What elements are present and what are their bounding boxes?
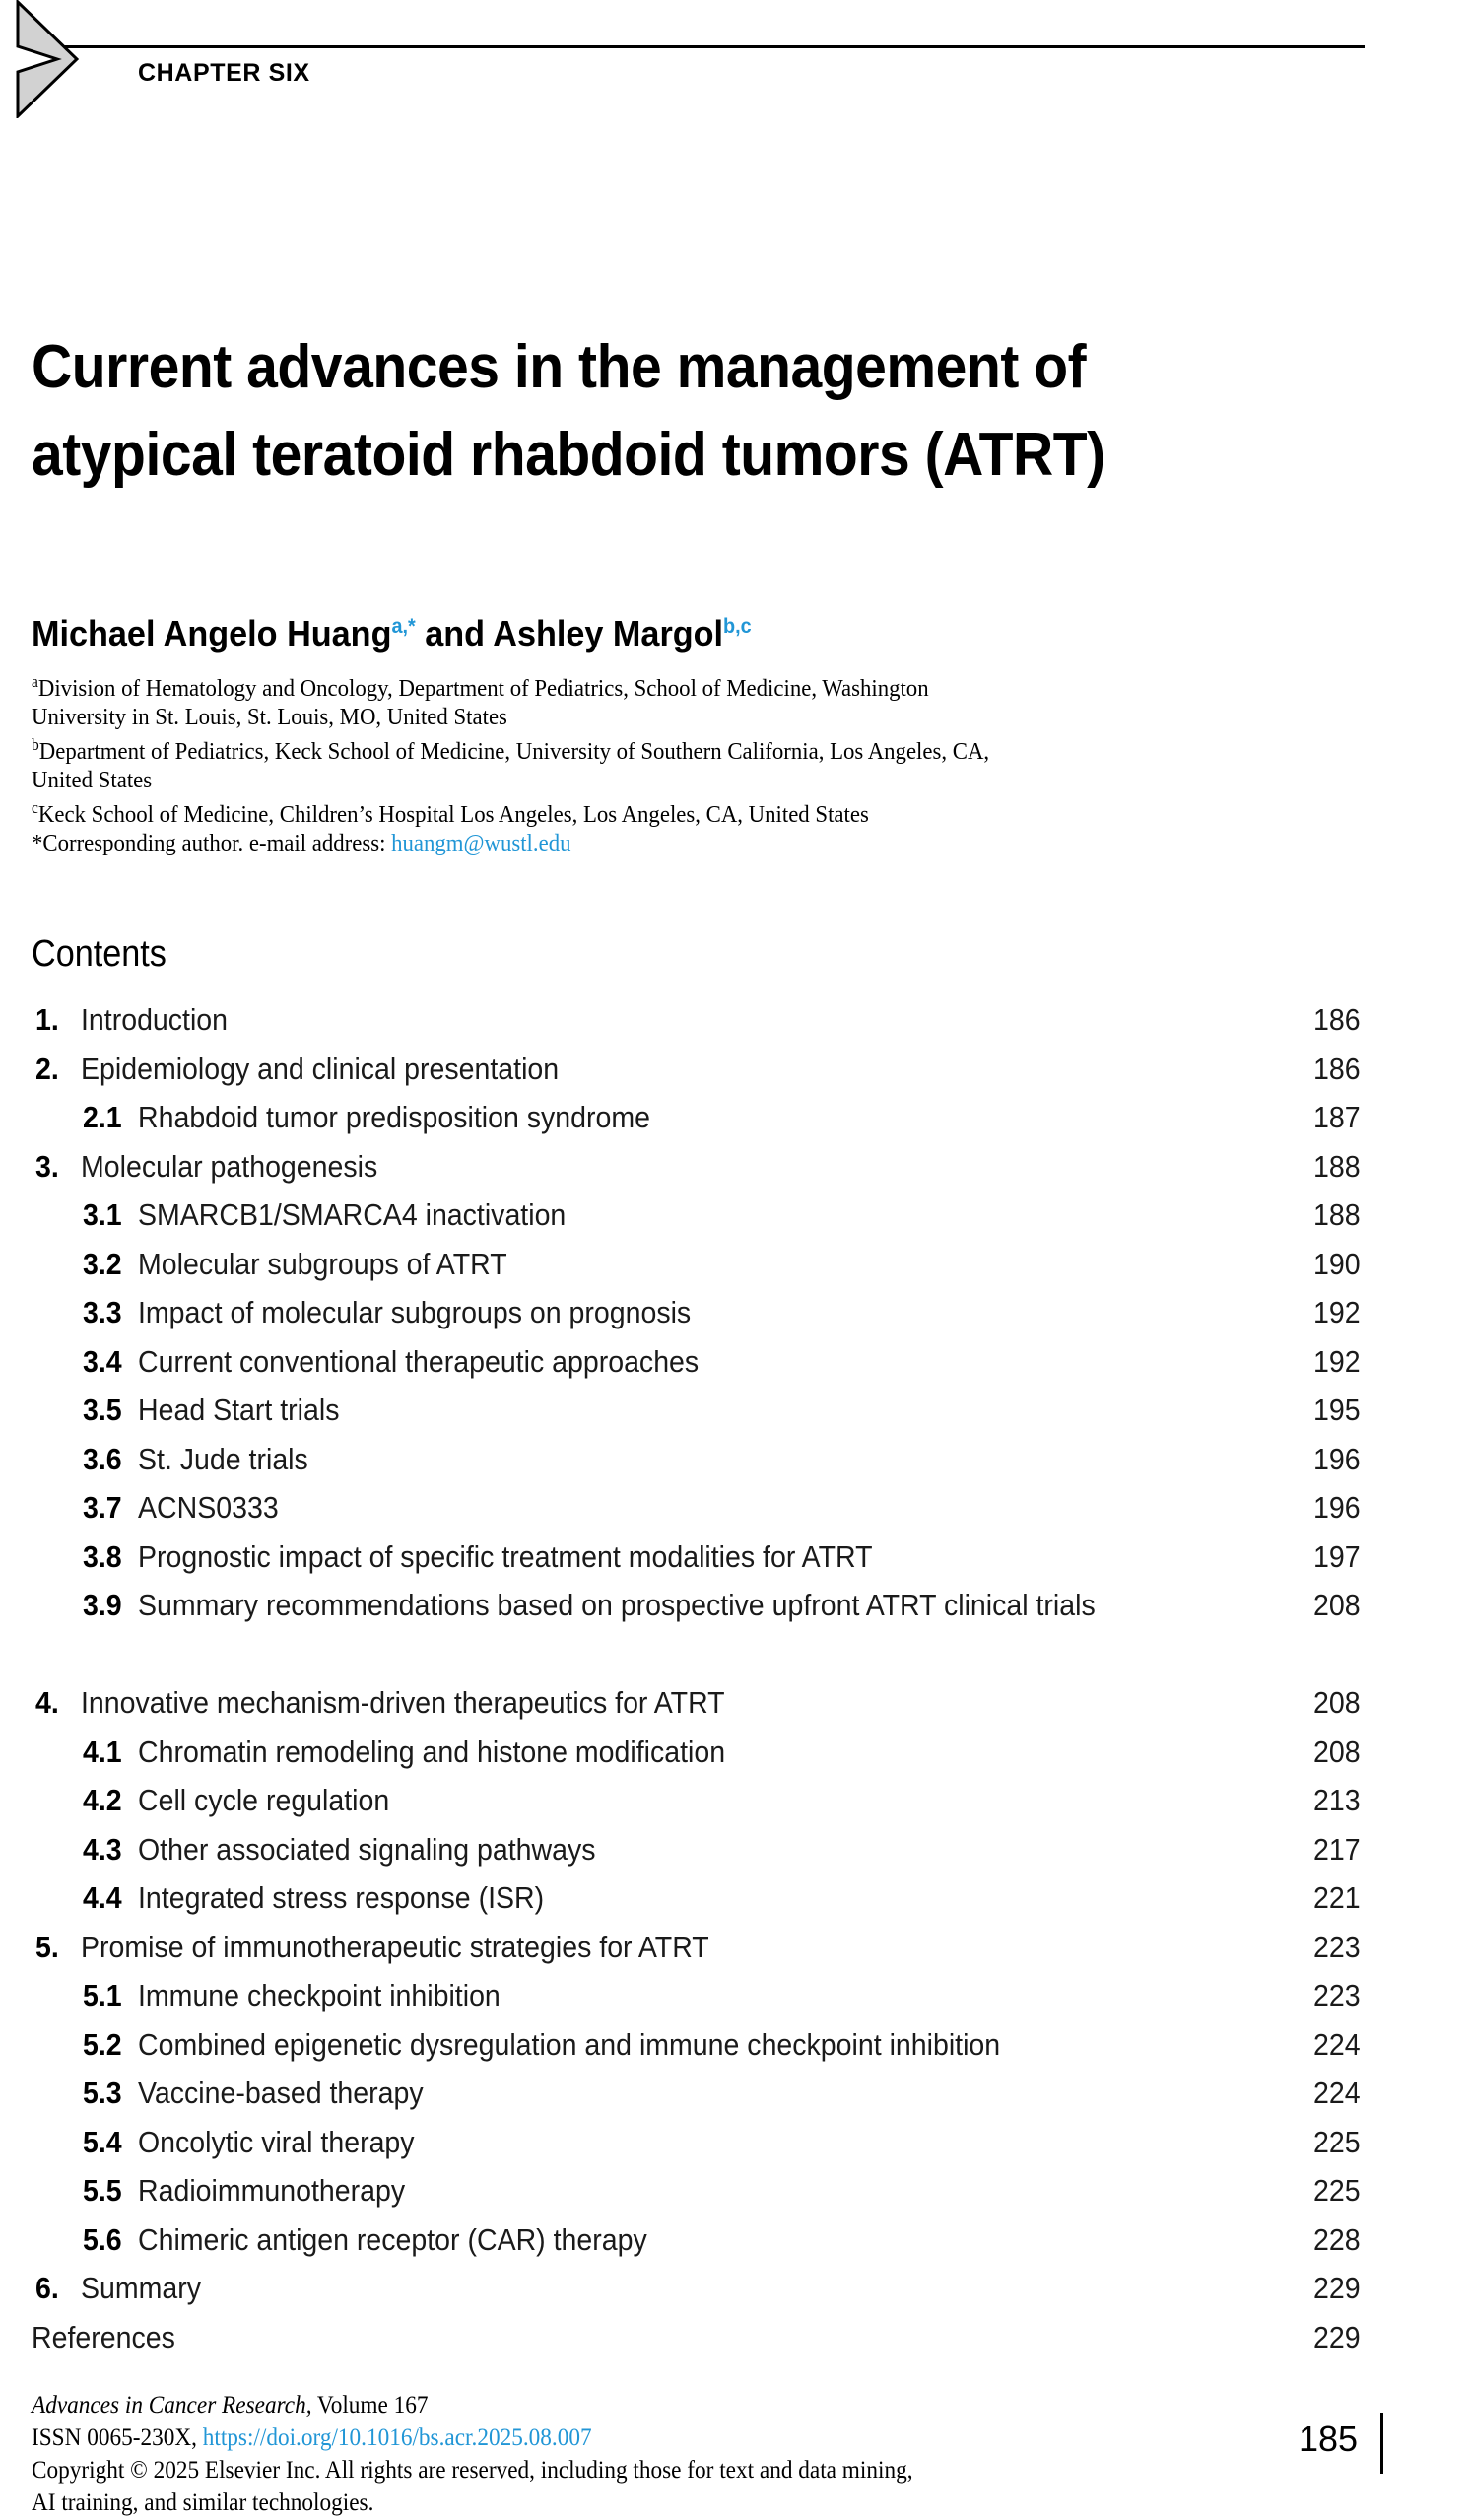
toc-entry-label: Radioimmunotherapy (138, 2173, 406, 2208)
footer-journal-line (32, 2389, 1177, 2421)
toc-entry-page-number: 224 (1313, 2076, 1361, 2110)
toc-entry-page-number: 186 (1313, 1051, 1361, 1086)
toc-entry[interactable] (0, 1093, 1471, 1142)
footer-issn-line (32, 2421, 1177, 2454)
toc-entry-number: 6. (35, 2271, 59, 2305)
toc-entry-page-number: 223 (1313, 1929, 1361, 1964)
toc-entry-number: 3.2 (83, 1246, 122, 1281)
toc-entry-number: 4.2 (83, 1783, 122, 1817)
toc-entry-number: 3.4 (83, 1343, 122, 1379)
affiliation-marker-c: c (32, 798, 38, 818)
toc-entry-page-number: 221 (1313, 1880, 1361, 1915)
toc-entry[interactable] (0, 1191, 1471, 1240)
toc-entry-label: Chimeric antigen receptor (CAR) therapy (138, 2221, 647, 2257)
toc-entry[interactable] (0, 2264, 1471, 2313)
toc-entry-label: Combined epigenetic dysregulation and immune checkpoint inhibition (138, 2026, 1001, 2062)
toc-entry-number: 3.9 (83, 1588, 122, 1622)
toc-entry-label: Innovative mechanism-driven therapeutics for ATRT (81, 1685, 725, 1720)
toc-entry[interactable] (0, 1581, 1471, 1678)
toc-entry[interactable] (0, 1776, 1471, 1825)
affiliation-a-line2: University in St. Louis, St. Louis, MO, United States (32, 703, 507, 730)
toc-entry-page-number: 208 (1313, 1734, 1361, 1769)
chapter-header-band (0, 0, 1471, 128)
toc-entry[interactable] (0, 2166, 1471, 2215)
toc-entry-page-number: 225 (1313, 2124, 1361, 2159)
toc-entry-page-number: 196 (1313, 1490, 1361, 1525)
toc-entry-page-number: 208 (1313, 1588, 1361, 1622)
page-number-box (1299, 2417, 1417, 2482)
toc-entry-number: 5.4 (83, 2124, 122, 2159)
toc-entry-label: Epidemiology and clinical presentation (81, 1051, 560, 1086)
toc-entry-page-number: 186 (1313, 1002, 1361, 1037)
affiliation-marker-a: a (32, 672, 38, 691)
toc-entry[interactable] (0, 1337, 1471, 1387)
toc-entry-page-number: 187 (1313, 1100, 1361, 1134)
table-of-contents (0, 995, 1471, 2361)
toc-entry-number: 4.1 (83, 1734, 122, 1769)
toc-entry-label: Head Start trials (138, 1393, 340, 1427)
toc-entry-page-number: 228 (1313, 2221, 1361, 2257)
toc-entry[interactable] (0, 1728, 1471, 1777)
affiliation-b-text1: Department of Pediatrics, Keck School of Medicine, University of Southern California, Los Angeles, CA, (38, 738, 990, 766)
toc-entry-page-number: 190 (1313, 1246, 1361, 1281)
affiliation-marker-b: b (32, 735, 39, 755)
affiliation-b-line2: United States (32, 766, 153, 793)
toc-entry-label: Other associated signaling pathways (138, 1831, 596, 1867)
toc-entry[interactable] (0, 1386, 1471, 1435)
toc-entry-page-number: 229 (1313, 2319, 1361, 2354)
toc-entry-number: 3. (35, 1148, 59, 1184)
toc-entry-number: 2. (35, 1051, 59, 1086)
corresponding-author-line (32, 830, 1314, 858)
toc-entry[interactable] (0, 2069, 1471, 2118)
toc-entry-label: Summary recommendations based on prospective upfront ATRT clinical trials (138, 1588, 1096, 1622)
toc-entry-page-number: 217 (1313, 1831, 1361, 1867)
toc-entry-label: St. Jude trials (138, 1441, 308, 1476)
toc-entry-page-number: 192 (1313, 1343, 1361, 1379)
chapter-label: CHAPTER SIX (138, 59, 310, 87)
toc-entry[interactable] (0, 1923, 1471, 1972)
toc-entry-label: Current conventional therapeutic approaches (138, 1343, 700, 1379)
author-line (32, 605, 752, 655)
author-name-1: Michael Angelo Huang (32, 613, 392, 653)
toc-entry[interactable] (0, 2313, 1471, 2362)
affiliations-block (32, 668, 1314, 857)
toc-entry-label: Cell cycle regulation (138, 1783, 390, 1817)
toc-entry[interactable] (0, 1142, 1471, 1192)
toc-entry-label: SMARCB1/SMARCA4 inactivation (138, 1197, 567, 1232)
toc-entry-number: 3.6 (83, 1441, 122, 1476)
toc-entry-label: Introduction (81, 1002, 229, 1037)
toc-entry-page-number: 213 (1313, 1783, 1361, 1817)
footer-doi-link[interactable]: https://doi.org/10.1016/bs.acr.2025.08.007 (202, 2424, 592, 2451)
toc-entry-label: Vaccine-based therapy (138, 2076, 424, 2110)
toc-entry-page-number: 192 (1313, 1295, 1361, 1329)
toc-entry[interactable] (0, 1045, 1471, 1094)
toc-entry-number: 3.5 (83, 1393, 122, 1427)
toc-entry-label: Summary (81, 2271, 202, 2305)
toc-entry-number: 5. (35, 1929, 59, 1964)
affiliation-c-line1 (32, 794, 1314, 830)
toc-entry-number: 4. (35, 1685, 59, 1720)
toc-entry[interactable] (0, 995, 1471, 1045)
toc-entry-label: Oncolytic viral therapy (138, 2124, 415, 2159)
toc-entry[interactable] (0, 1435, 1471, 1484)
footer-journal-title: Advances in Cancer Research, (32, 2392, 312, 2418)
toc-entry-number: 4.4 (83, 1880, 122, 1915)
footer-volume: Volume 167 (311, 2392, 429, 2418)
toc-entry-page-number: 229 (1313, 2271, 1361, 2305)
toc-entry-page-number: 208 (1313, 1685, 1361, 1720)
toc-entry-label: Promise of immunotherapeutic strategies for ATRT (81, 1929, 709, 1964)
footer-issn: ISSN 0065-230X, (32, 2424, 203, 2451)
toc-entry-label: ACNS0333 (138, 1490, 279, 1525)
toc-entry-page-number: 188 (1313, 1148, 1361, 1184)
toc-entry[interactable] (0, 2118, 1471, 2167)
toc-entry-page-number: 197 (1313, 1538, 1361, 1574)
page-number: 185 (1299, 2418, 1359, 2459)
author-affiliation-marker-2: b,c (723, 615, 752, 638)
toc-entry-label: Molecular subgroups of ATRT (138, 1246, 507, 1281)
toc-entry-page-number: 223 (1313, 1978, 1361, 2012)
affiliation-a-text1: Division of Hematology and Oncology, Department of Pediatrics, School of Medicine, Washington (37, 675, 929, 703)
footer-copyright-line1: Copyright © 2025 Elsevier Inc. All rights are reserved, including those for text and data mining, (32, 2457, 913, 2484)
toc-entry[interactable] (0, 1971, 1471, 2020)
toc-entry-number: 1. (35, 1002, 59, 1037)
toc-entry-number: 5.1 (83, 1978, 122, 2012)
toc-entry[interactable] (0, 1288, 1471, 1337)
toc-entry-number: 3.8 (83, 1538, 122, 1574)
toc-entry-page-number: 195 (1313, 1393, 1361, 1427)
toc-entry-label: Impact of molecular subgroups on prognosis (138, 1295, 692, 1329)
toc-entry-label: References (32, 2319, 175, 2354)
toc-entry[interactable] (0, 2215, 1471, 2265)
toc-entry-number: 5.5 (83, 2173, 122, 2208)
toc-entry[interactable] (0, 1532, 1471, 1582)
toc-entry-page-number: 224 (1313, 2026, 1361, 2062)
affiliation-c-text1: Keck School of Medicine, Children’s Hospital Los Angeles, Los Angeles, CA, United States (37, 801, 869, 829)
toc-entry-label: Immune checkpoint inhibition (138, 1978, 501, 2012)
corresponding-author-prefix: *Corresponding author. e-mail address: (32, 829, 392, 856)
toc-entry-number: 5.2 (83, 2026, 122, 2062)
toc-entry-page-number: 188 (1313, 1197, 1361, 1232)
page-title: Current advances in the management of atypical teratoid rhabdoid tumors (ATRT) (32, 332, 1105, 489)
toc-entry[interactable] (0, 1483, 1471, 1532)
affiliation-a-line1 (32, 668, 1314, 704)
toc-entry-page-number: 225 (1313, 2173, 1361, 2208)
toc-entry-label: Integrated stress response (ISR) (138, 1880, 545, 1915)
corresponding-author-email-link[interactable]: huangm@wustl.edu (391, 829, 571, 856)
header-horizontal-rule (35, 45, 1365, 48)
toc-entry-label: Rhabdoid tumor predisposition syndrome (138, 1100, 650, 1134)
toc-entry-label: Molecular pathogenesis (81, 1148, 378, 1184)
page-number-vertical-rule (1380, 2413, 1383, 2474)
toc-entry[interactable] (0, 1240, 1471, 1289)
footer-copyright-line2: AI training, and similar technologies. (32, 2489, 374, 2516)
author-affiliation-marker-1: a,* (391, 615, 416, 638)
toc-entry-label: Chromatin remodeling and histone modification (138, 1734, 726, 1769)
toc-entry[interactable] (0, 1873, 1471, 1923)
toc-entry-number: 3.1 (83, 1197, 122, 1232)
toc-entry-number: 3.7 (83, 1490, 122, 1525)
toc-entry[interactable] (0, 1678, 1471, 1728)
toc-entry-number: 3.3 (83, 1295, 122, 1329)
toc-entry-number: 2.1 (83, 1100, 122, 1134)
chevron-right-icon (16, 0, 79, 118)
author-conjunction: and (415, 613, 494, 653)
author-name-2: Ashley Margol (493, 613, 724, 653)
toc-entry[interactable] (0, 1825, 1471, 1874)
toc-entry-label: Prognostic impact of specific treatment modalities for ATRT (138, 1538, 873, 1574)
toc-entry-number: 5.3 (83, 2076, 122, 2110)
contents-heading: Contents (32, 933, 167, 975)
toc-entry[interactable] (0, 2020, 1471, 2070)
toc-entry-number: 5.6 (83, 2221, 122, 2257)
affiliation-b-line1 (32, 731, 1314, 767)
footer-citation-block (32, 2389, 1177, 2519)
toc-entry-number: 4.3 (83, 1831, 122, 1867)
toc-entry-page-number: 196 (1313, 1441, 1361, 1476)
